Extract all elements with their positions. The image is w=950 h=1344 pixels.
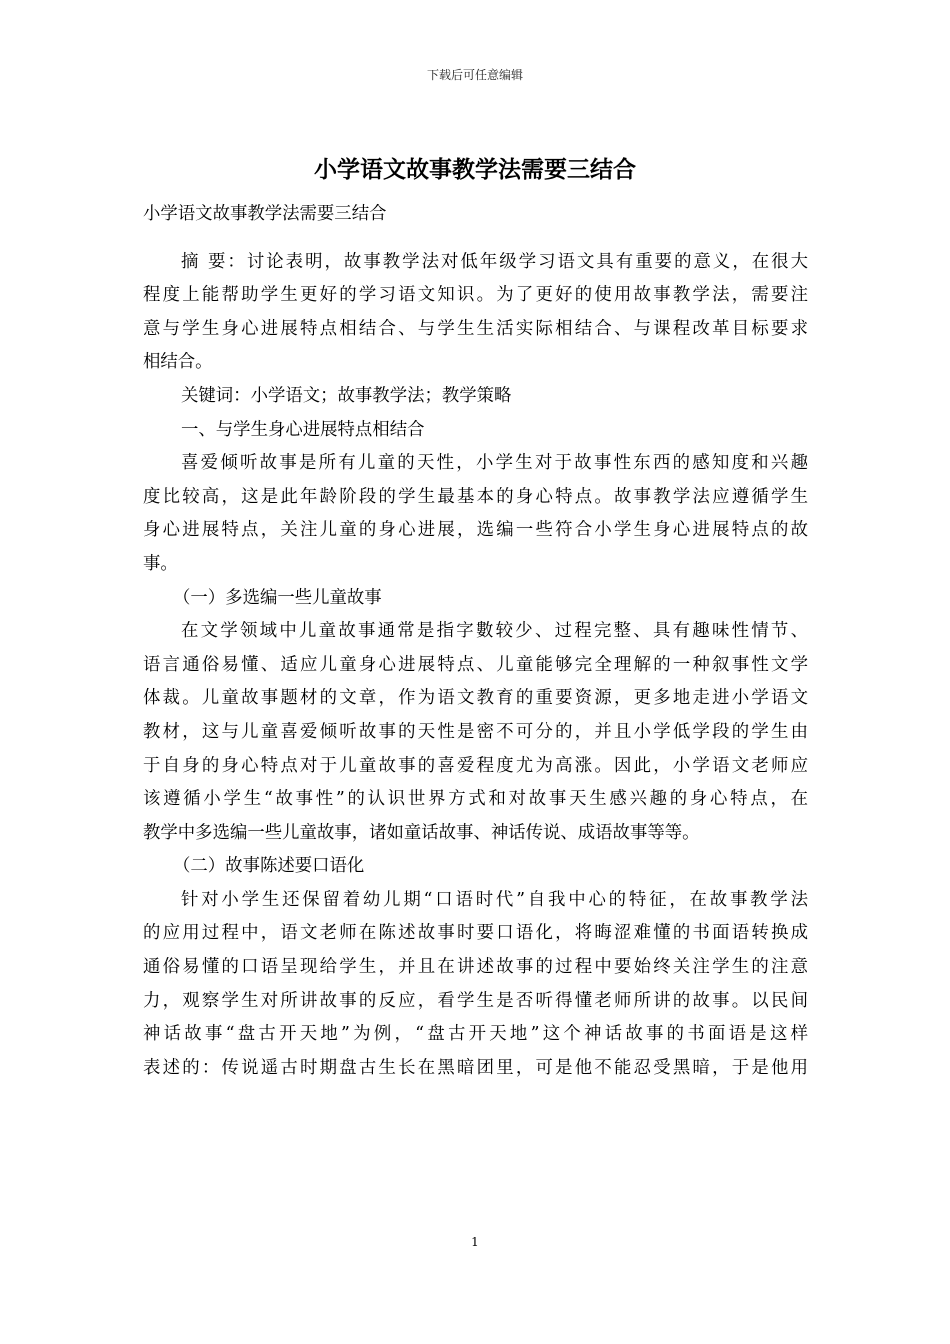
paragraph-line: 度比较高，这是此年龄阶段的学生最基本的身心特点。故事教学法应遵循学生 bbox=[143, 486, 808, 507]
paragraph-line: 语言通俗易懂、适应儿童身心进展特点、儿童能够完全理解的一种叙事性文学 bbox=[143, 654, 808, 675]
abstract-line: 程度上能帮助学生更好的学习语文知识。为了更好的使用故事教学法，需要注 bbox=[143, 285, 808, 306]
subsection-heading: （一）多选编一些儿童故事 bbox=[173, 587, 382, 608]
subsection-heading: （二）故事陈述要口语化 bbox=[173, 856, 365, 877]
paragraph-line: 针对小学生还保留着幼儿期“口语时代”自我中心的特征，在故事教学法 bbox=[181, 889, 808, 910]
section-heading: 一、与学生身心进展特点相结合 bbox=[181, 419, 425, 440]
paragraph-line: 力，观察学生对所讲故事的反应，看学生是否听得懂老师所讲的故事。以民间 bbox=[143, 990, 808, 1011]
paragraph-line: 的应用过程中，语文老师在陈述故事时要口语化，将晦涩难懂的书面语转换成 bbox=[143, 923, 808, 944]
paragraph-line: 该遵循小学生“故事性”的认识世界方式和对故事天生感兴趣的身心特点，在 bbox=[143, 789, 808, 810]
paragraph-line: 神话故事“盘古开天地”为例，“盘古开天地”这个神话故事的书面语是这样 bbox=[143, 1024, 808, 1045]
document-title: 小学语文故事教学法需要三结合 bbox=[314, 156, 636, 183]
paragraph-line: 在文学领域中儿童故事通常是指字數较少、过程完整、具有趣味性情节、 bbox=[181, 621, 808, 642]
document-body bbox=[143, 198, 808, 1085]
abstract-line: 意与学生身心进展特点相结合、与学生生活实际相结合、与课程改革目标要求 bbox=[143, 318, 808, 339]
paragraph-line: 教材，这与儿童喜爱倾听故事的天性是密不可分的，并且小学低学段的学生由 bbox=[143, 721, 808, 742]
page-header: 下载后可任意编辑 bbox=[426, 68, 523, 82]
paragraph-line: 喜爱倾听故事是所有儿童的天性，小学生对于故事性东西的感知度和兴趣 bbox=[181, 453, 808, 474]
keywords-line: 关键词：小学语文；故事教学法；教学策略 bbox=[181, 385, 512, 406]
document-subtitle: 小学语文故事教学法需要三结合 bbox=[143, 204, 387, 224]
paragraph-line: 通俗易懂的口语呈现给学生，并且在讲述故事的过程中要始终关注学生的注意 bbox=[143, 957, 808, 978]
paragraph-line: 教学中多选编一些儿童故事，诸如童话故事、神话传说、成语故事等等。 bbox=[143, 822, 700, 843]
paragraph-line: 体裁。儿童故事题材的文章，作为语文教育的重要资源，更多地走进小学语文 bbox=[143, 688, 808, 709]
paragraph-line: 身心进展特点，关注儿童的身心进展，选编一些符合小学生身心进展特点的故 bbox=[143, 520, 808, 541]
paragraph-line: 表述的：传说遥古时期盘古生长在黑暗团里，可是他不能忍受黑暗，于是他用 bbox=[143, 1057, 808, 1078]
abstract-line: 摘 要：讨论表明，故事教学法对低年级学习语文具有重要的意义，在很大 bbox=[181, 251, 808, 272]
paragraph-line: 事。 bbox=[143, 553, 178, 574]
page-number: 1 bbox=[471, 1235, 479, 1249]
abstract-line: 相结合。 bbox=[143, 352, 213, 373]
paragraph-line: 于自身的身心特点对于儿童故事的喜爱程度尤为高涨。因此，小学语文老师应 bbox=[143, 755, 808, 776]
